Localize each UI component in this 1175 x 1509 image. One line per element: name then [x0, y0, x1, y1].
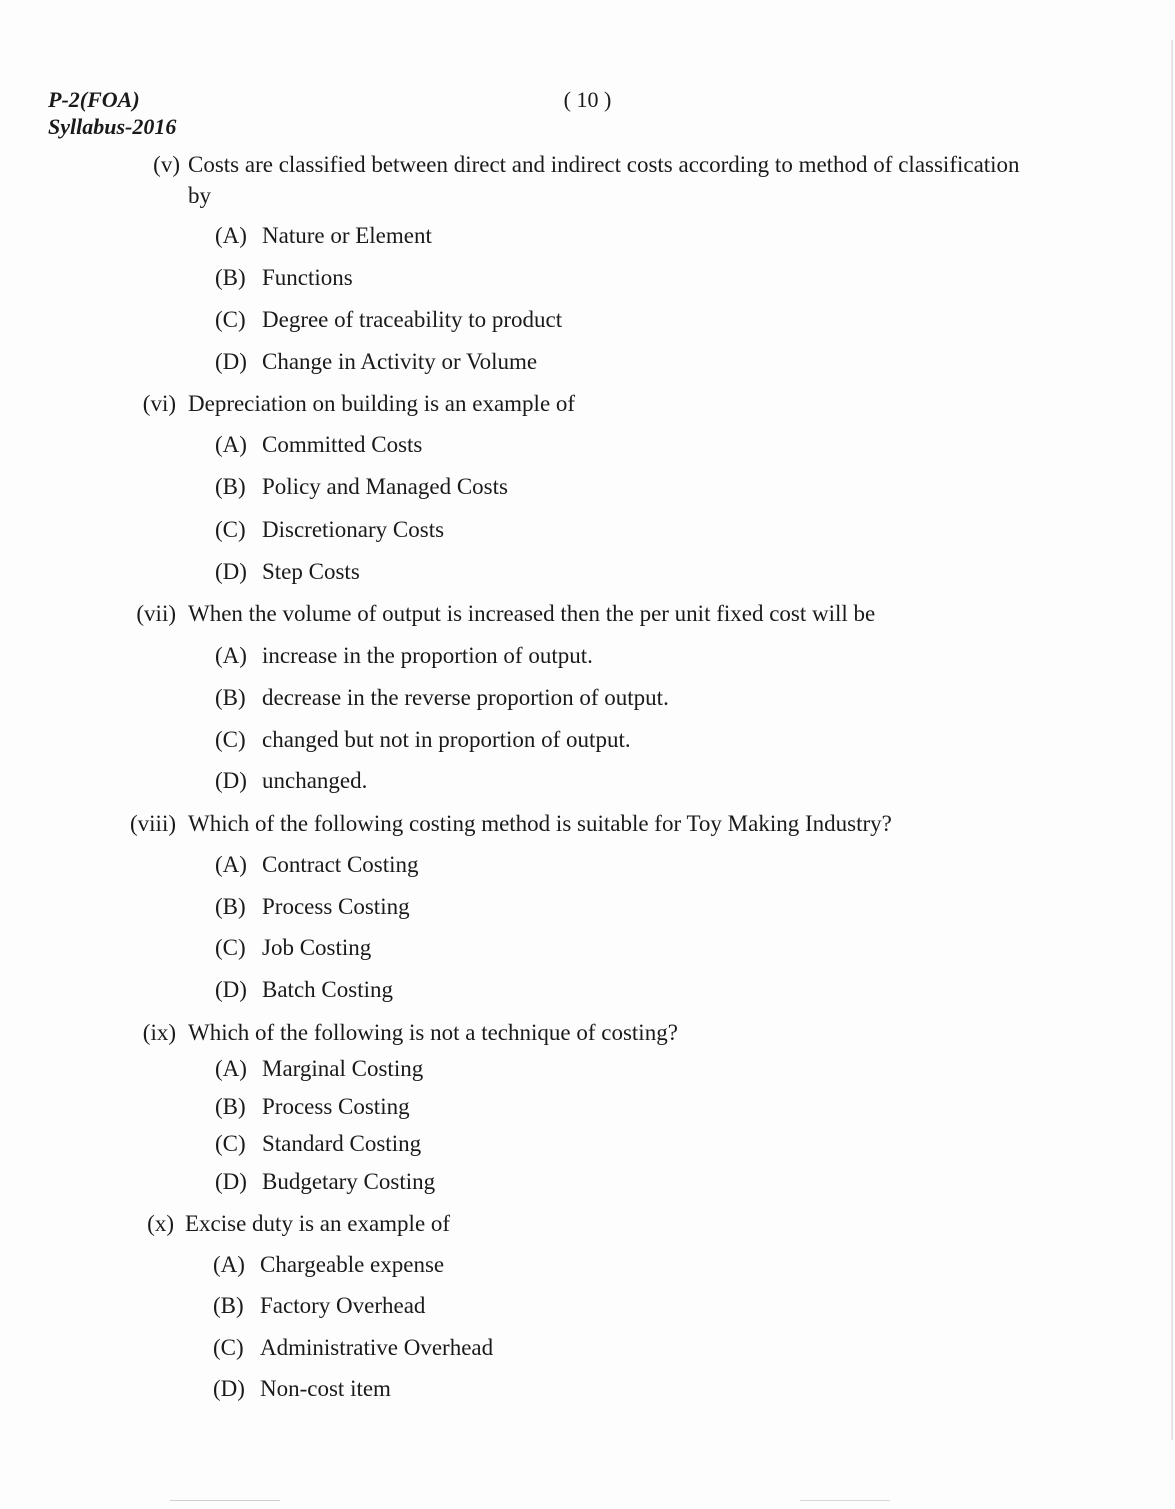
option-item	[215, 934, 371, 962]
option-label: (B)	[215, 265, 246, 290]
question-text: Costs are classified between direct and indirect costs according to method of classification	[188, 152, 1020, 177]
option-item	[215, 976, 393, 1004]
option-text: decrease in the reverse proportion of output.	[262, 685, 669, 710]
option-label: (D)	[215, 977, 247, 1002]
syllabus-label: Syllabus-2016	[48, 114, 177, 139]
option-text: Step Costs	[262, 559, 360, 584]
option-text: Process Costing	[262, 894, 410, 919]
option-text: Nature or Element	[262, 223, 432, 248]
option-label: (A)	[215, 643, 247, 668]
question-number: (vii)	[136, 601, 176, 626]
option-text: changed but not in proportion of output.	[262, 727, 631, 752]
option-label: (C)	[215, 307, 246, 332]
option-text: Standard Costing	[262, 1131, 422, 1156]
question-text: Depreciation on building is an example of	[188, 391, 576, 416]
option-label: (B)	[215, 894, 246, 919]
option-label: (A)	[213, 1252, 245, 1277]
option-item	[215, 1093, 410, 1121]
option-item	[215, 1168, 435, 1196]
option-item	[215, 264, 353, 292]
question-number: (vi)	[142, 391, 176, 416]
question-text-continued: by	[188, 183, 211, 208]
option-item	[215, 726, 631, 754]
option-text: Marginal Costing	[262, 1056, 424, 1081]
option-text: increase in the proportion of output.	[262, 643, 593, 668]
option-text: Functions	[262, 265, 353, 290]
question-text: When the volume of output is increased then the per unit fixed cost will be	[188, 601, 876, 626]
scan-mark	[800, 1500, 890, 1501]
option-item	[215, 348, 537, 376]
option-item	[215, 642, 593, 670]
option-item	[215, 767, 367, 795]
option-label: (C)	[215, 727, 246, 752]
option-text: Factory Overhead	[260, 1293, 426, 1318]
option-item	[215, 684, 669, 712]
option-item	[213, 1251, 444, 1279]
option-item	[213, 1334, 493, 1362]
option-item	[215, 306, 562, 334]
option-label: (A)	[215, 432, 247, 457]
option-label: (D)	[213, 1376, 245, 1401]
option-label: (D)	[215, 768, 247, 793]
option-text: Contract Costing	[262, 852, 419, 877]
option-text: Budgetary Costing	[262, 1169, 436, 1194]
option-item	[215, 1055, 423, 1083]
option-label: (B)	[215, 1094, 246, 1119]
option-item	[213, 1292, 425, 1320]
option-label: (C)	[215, 1131, 246, 1156]
option-label: (A)	[215, 1056, 247, 1081]
option-text: Change in Activity or Volume	[262, 349, 538, 374]
option-text: Degree of traceability to product	[262, 307, 563, 332]
question-number: (v)	[153, 152, 180, 177]
option-text: Job Costing	[262, 935, 372, 960]
option-item	[213, 1375, 391, 1403]
option-text: Batch Costing	[262, 977, 393, 1002]
option-item	[215, 222, 432, 250]
question-number: (x)	[147, 1211, 174, 1236]
option-text: Discretionary Costs	[262, 517, 445, 542]
option-label: (B)	[215, 685, 246, 710]
option-label: (B)	[213, 1293, 244, 1318]
option-label: (A)	[215, 223, 247, 248]
option-item	[215, 431, 422, 459]
option-text: Policy and Managed Costs	[262, 474, 508, 499]
option-label: (B)	[215, 474, 246, 499]
option-label: (D)	[215, 1169, 247, 1194]
question-text: Which of the following is not a technique of costing?	[188, 1020, 678, 1045]
option-text: Non-cost item	[260, 1376, 391, 1401]
option-item	[215, 558, 360, 586]
option-label: (D)	[215, 559, 247, 584]
option-label: (A)	[215, 852, 247, 877]
option-item	[215, 851, 419, 879]
option-label: (C)	[215, 517, 246, 542]
scan-mark	[170, 1500, 280, 1501]
option-item	[215, 473, 508, 501]
option-item	[215, 1130, 421, 1158]
option-item	[215, 516, 444, 544]
option-label: (C)	[213, 1335, 244, 1360]
option-label: (C)	[215, 935, 246, 960]
page-number: ( 10 )	[563, 87, 612, 112]
paper-code: P-2(FOA)	[48, 87, 140, 112]
option-text: Administrative Overhead	[260, 1335, 494, 1360]
option-text: Process Costing	[262, 1094, 410, 1119]
option-item	[215, 893, 410, 921]
option-label: (D)	[215, 349, 247, 374]
question-text: Which of the following costing method is suitable for Toy Making Industry?	[188, 811, 892, 836]
page-edge	[1171, 40, 1173, 1440]
question-text: Excise duty is an example of	[185, 1211, 451, 1236]
option-text: Committed Costs	[262, 432, 423, 457]
question-number: (ix)	[142, 1020, 176, 1045]
option-text: Chargeable expense	[260, 1252, 445, 1277]
question-number: (viii)	[130, 811, 176, 836]
option-text: unchanged.	[262, 768, 368, 793]
